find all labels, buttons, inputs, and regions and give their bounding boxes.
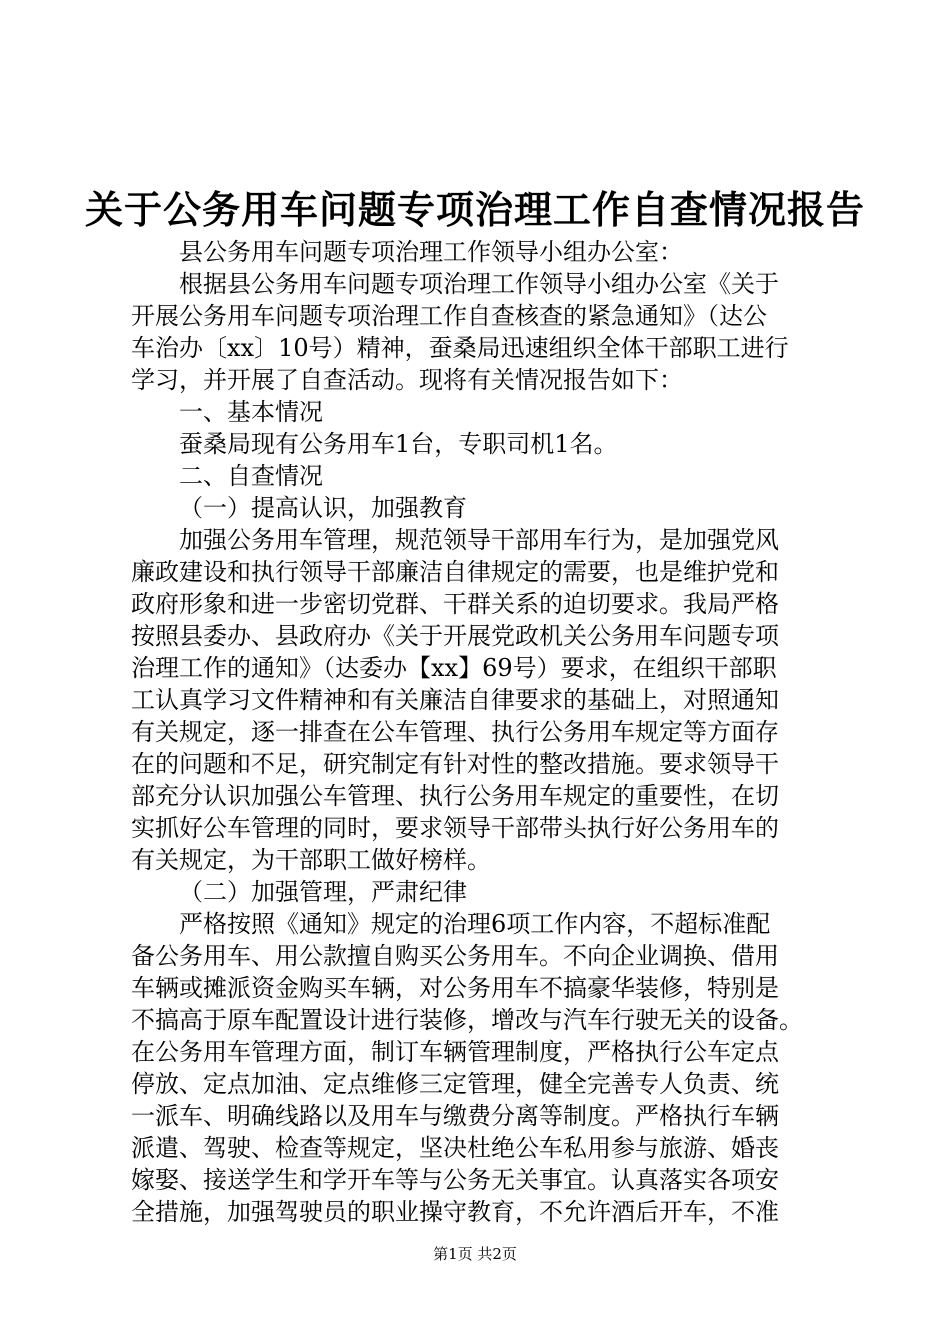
body-line: 政府形象和进一步密切党群、干群关系的迫切要求。我局严格 — [131, 590, 779, 618]
body-line: 有关规定，为干部职工做好榜样。 — [131, 846, 491, 874]
body-line: 备公务用车、用公款擅自购买公务用车。不向企业调换、借用 — [131, 942, 779, 970]
body-line: 在公务用车管理方面，制订车辆管理制度，严格执行公车定点 — [131, 1038, 779, 1066]
body-line: 不搞高于原车配置设计进行装修，增改与汽车行驶无关的设备。 — [131, 1006, 803, 1034]
body-line: 部充分认识加强公车管理、执行公务用车规定的重要性，在切 — [131, 782, 779, 810]
body-line: 在的问题和不足，研究制定有针对性的整改措施。要求领导干 — [131, 750, 779, 778]
document-body — [131, 236, 846, 1228]
body-line: 嫁娶、接送学生和学开车等与公务无关事宜。认真落实各项安 — [131, 1166, 779, 1194]
body-line: 根据县公务用车问题专项治理工作领导小组办公室《关于 — [179, 270, 779, 298]
body-line: 治理工作的通知》（达委办【xx】69号）要求，在组织干部职 — [131, 654, 777, 682]
body-line: 加强公务用车管理，规范领导干部用车行为，是加强党风 — [179, 526, 779, 554]
body-line: 车治办〔xx〕10号）精神，蚕桑局迅速组织全体干部职工进行 — [131, 334, 789, 362]
body-line: 实抓好公车管理的同时，要求领导干部带头执行好公务用车的 — [131, 814, 779, 842]
body-line: 二、自查情况 — [179, 462, 323, 490]
body-line: 蚕桑局现有公务用车1台，专职司机1名。 — [179, 430, 618, 458]
body-line: 工认真学习文件精神和有关廉洁自律要求的基础上，对照通知 — [131, 686, 779, 714]
body-line: 学习，并开展了自查活动。现将有关情况报告如下： — [131, 366, 683, 394]
document-title: 关于公务用车问题专项治理工作自查情况报告 — [84, 187, 865, 232]
body-line: 一派车、明确线路以及用车与缴费分离等制度。严格执行车辆 — [131, 1102, 779, 1130]
body-line: 按照县委办、县政府办《关于开展党政机关公务用车问题专项 — [131, 622, 779, 650]
body-line: （二）加强管理，严肃纪律 — [179, 878, 467, 906]
body-line: 全措施，加强驾驶员的职业操守教育，不允许酒后开车，不准 — [131, 1198, 779, 1226]
body-line: 一、基本情况 — [179, 398, 323, 426]
body-line: 车辆或摊派资金购买车辆，对公务用车不搞豪华装修，特别是 — [131, 974, 779, 1002]
body-line: 开展公务用车问题专项治理工作自查核查的紧急通知》（达公 — [131, 302, 767, 330]
page-footer: 第1页 共2页 — [433, 1245, 517, 1263]
body-line: 县公务用车问题专项治理工作领导小组办公室： — [179, 238, 683, 266]
body-line: （一）提高认识，加强教育 — [179, 494, 467, 522]
body-line: 有关规定，逐一排查在公车管理、执行公务用车规定等方面存 — [131, 718, 779, 746]
body-line: 派遣、驾驶、检查等规定，坚决杜绝公车私用参与旅游、婚丧 — [131, 1134, 779, 1162]
body-line: 廉政建设和执行领导干部廉洁自律规定的需要，也是维护党和 — [131, 558, 779, 586]
body-line: 严格按照《通知》规定的治理6项工作内容，不超标准配 — [179, 910, 771, 938]
body-line: 停放、定点加油、定点维修三定管理，健全完善专人负责、统 — [131, 1070, 779, 1098]
